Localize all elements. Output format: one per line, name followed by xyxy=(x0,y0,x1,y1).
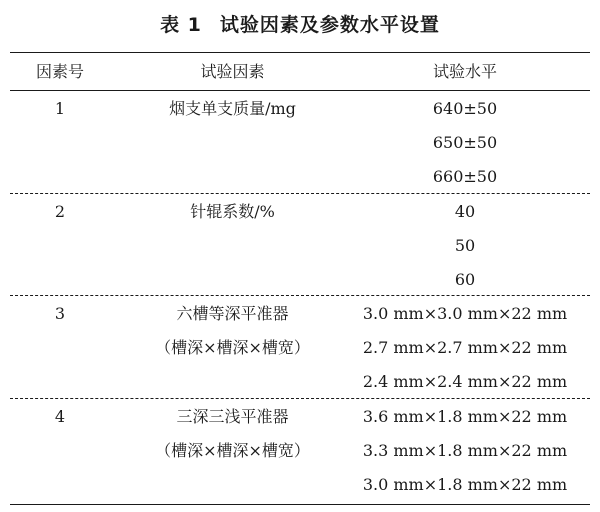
group-divider-2 xyxy=(10,295,590,296)
group-divider-3 xyxy=(10,398,590,399)
group-divider-1 xyxy=(10,193,590,194)
group-2-id: 2 xyxy=(54,202,66,221)
table-bottom-rule xyxy=(10,504,590,505)
group-2-factor-line-1: 针辊系数/% xyxy=(190,202,275,221)
group-2-level-3: 60 xyxy=(454,270,476,289)
group-1-level-3: 660±50 xyxy=(432,167,498,186)
group-3-factor-line-2: （槽深×槽深×槽宽） xyxy=(155,338,310,357)
header-level: 试验水平 xyxy=(432,62,497,81)
table-top-rule xyxy=(10,52,590,53)
group-4-id: 4 xyxy=(54,407,66,426)
table-caption-label: 表 1 xyxy=(160,14,202,36)
group-3-level-1: 3.0 mm×3.0 mm×22 mm xyxy=(362,304,568,323)
group-4-level-1: 3.6 mm×1.8 mm×22 mm xyxy=(362,407,568,426)
group-1-level-1: 640±50 xyxy=(432,99,498,118)
group-4-level-3: 3.0 mm×1.8 mm×22 mm xyxy=(362,475,568,494)
header-rule xyxy=(10,90,590,91)
group-3-factor-line-1: 六槽等深平准器 xyxy=(176,304,289,323)
group-3-level-2: 2.7 mm×2.7 mm×22 mm xyxy=(362,338,568,357)
header-factor: 试验因素 xyxy=(200,62,265,81)
header-factor-number: 因素号 xyxy=(35,62,84,81)
table-caption-title: 试验因素及参数水平设置 xyxy=(219,14,440,36)
group-1-id: 1 xyxy=(54,99,66,118)
group-3-level-3: 2.4 mm×2.4 mm×22 mm xyxy=(362,372,568,391)
group-2-level-2: 50 xyxy=(454,236,476,255)
group-4-factor-line-1: 三深三浅平准器 xyxy=(176,407,289,426)
group-3-id: 3 xyxy=(54,304,66,323)
group-1-factor-line-1: 烟支单支质量/mg xyxy=(169,99,296,118)
group-4-factor-line-2: （槽深×槽深×槽宽） xyxy=(155,441,310,460)
group-1-level-2: 650±50 xyxy=(432,133,498,152)
group-4-level-2: 3.3 mm×1.8 mm×22 mm xyxy=(362,441,568,460)
table-caption xyxy=(0,12,600,38)
group-2-level-1: 40 xyxy=(454,202,476,221)
